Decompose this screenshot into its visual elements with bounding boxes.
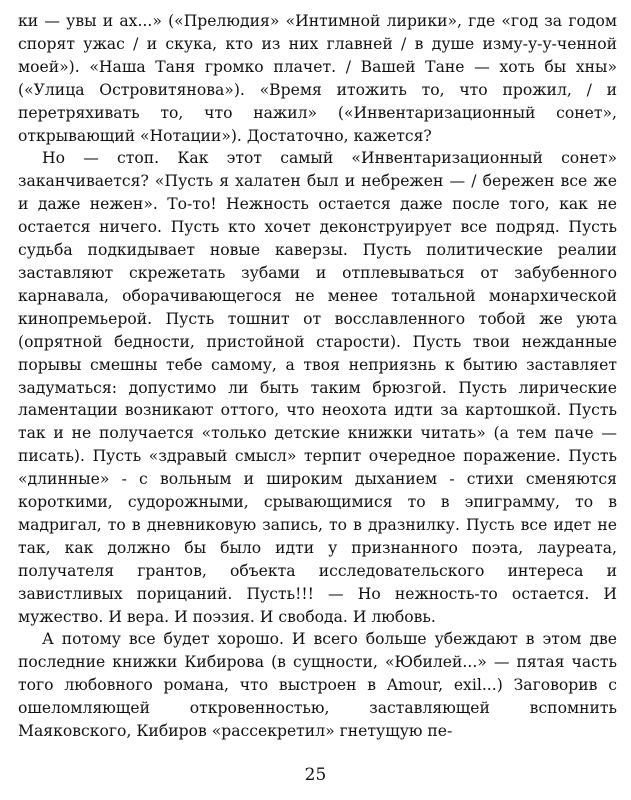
paragraph: Но — стоп. Как этот самый «Инвентаризационный сонет» заканчивается? «Пусть я халатен был и небрежен — / бережен все же и даже нежен». То-то! Нежность остается даже после того, как не остается ничего. Пусть кто хочет деконструирует все подряд. Пусть судьба подкидывает новые каверзы. Пусть политические реалии заставляют скрежетать зубами и отплевываться от забубенного карнавала, оборачивающегося не менее тотальной монархической кинопремьерой. Пусть тошнит от восславленного тобой же уюта (опрятной бедности, пристойной старости). Пусть твои нежданные порывы смешны тебе самому, а твоя неприязнь к бытию заставляет задуматься: допустимо ли быть таким брюзгой. Пусть лирические ламентации возникают оттого, что неохота идти за картошкой. Пусть так и не получается «только детские книжки читать» (а тем паче — писать). Пусть «здравый смысл» терпит очередное поражение. Пусть «длинные» - с вольным и широким дыханием - стихи сменяются короткими, судорожными, срывающимися то в эпиграмму, то в мадригал, то в дневниковую запись, то в дразнилку. Пусть все идет не так, как должно бы было идти у признанного поэта, лауреата, получателя грантов, объекта исследовательского интереса и завистливых порицаний. Пусть!!! — Но нежность-то остается. И мужество. И вера. И поэзия. И свобода. И любовь.	[18, 149, 617, 626]
body-text	[18, 10, 617, 743]
page-number: 25	[304, 765, 327, 785]
paragraph-continued: ки — увы и ах...» («Прелюдия» «Интимной лирики», где «год за годом спорят ужас / и скука, кто из них главней / в душе изму-у-у-ченной моей»). «Наша Таня громко плачет. / Вашей Тане — хоть бы хны» («Улица Островитянова»). «Время итожить то, что прожил, / и перетряхивать то, что нажил» («Инвентаризационный сонет», открывающий «Нотации»). Достаточно, кажется?	[18, 12, 617, 145]
paragraph: А потому все будет хорошо. И всего больше убеждают в этом две последние книжки Кибирова (в сущности, «Юбилей...» — пятая часть того любовного романа, что выстроен в Amour, exil...) Заговорив с ошеломляющей откровенностью, заставляющей вспомнить Маяковского, Кибиров «рассекретил» гнетущую пе-	[18, 630, 617, 741]
